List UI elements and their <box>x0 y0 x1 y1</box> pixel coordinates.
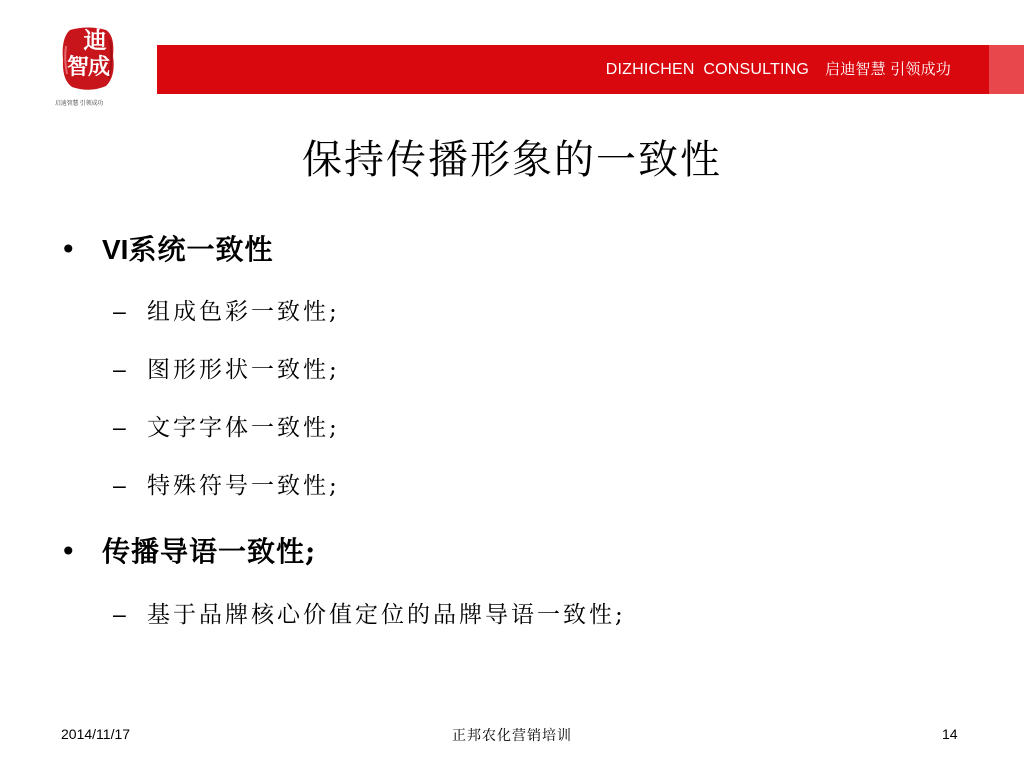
sub-item-font <box>113 409 340 442</box>
sub-item-label: 组成色彩一致性; <box>147 299 340 325</box>
bullet-item-label <box>102 233 273 266</box>
header-chinese-slogan: 启迪智慧 引领成功 <box>825 61 951 78</box>
footer-page-number: 14 <box>942 726 958 742</box>
logo-char-bottom: 智成 <box>66 54 109 80</box>
footer-course-title: 正邦农化营销培训 <box>452 728 572 744</box>
bullet-item-slogan-consistency <box>60 530 316 570</box>
logo-char-top: 迪 <box>83 27 107 54</box>
bullet-item-title: 系统一致性 <box>128 233 274 266</box>
sub-marker: – <box>113 601 126 627</box>
sub-item-label: 文字字体一致性; <box>147 415 340 441</box>
sub-item-label: 特殊符号一致性; <box>147 473 340 499</box>
bullet-item-vi-consistency <box>60 228 273 268</box>
sub-item-label: 图形形状一致性; <box>147 357 340 383</box>
sub-marker: – <box>113 414 126 440</box>
bullet-item-title: 传播导语一致性; <box>102 535 317 568</box>
bullet-item-latin: VI <box>102 234 129 265</box>
page-title: 保持传播形象的一致性 <box>302 137 722 183</box>
bullet-marker: • <box>60 233 77 266</box>
logo-tagline: 启迪智慧 引领成功 <box>55 100 104 107</box>
sub-item-label: 基于品牌核心价值定位的品牌导语一致性; <box>147 602 626 628</box>
sub-marker: – <box>113 298 126 324</box>
sub-marker: – <box>113 472 126 498</box>
sub-item-color <box>113 293 340 326</box>
sub-item-brand-slogan <box>113 596 626 629</box>
sub-marker: – <box>113 356 126 382</box>
footer-date: 2014/11/17 <box>61 726 131 742</box>
bullet-marker: • <box>60 535 77 568</box>
sub-item-symbol <box>113 467 340 500</box>
sub-item-shape <box>113 351 340 384</box>
header-company-name: DIZHICHEN CONSULTING <box>605 61 810 78</box>
